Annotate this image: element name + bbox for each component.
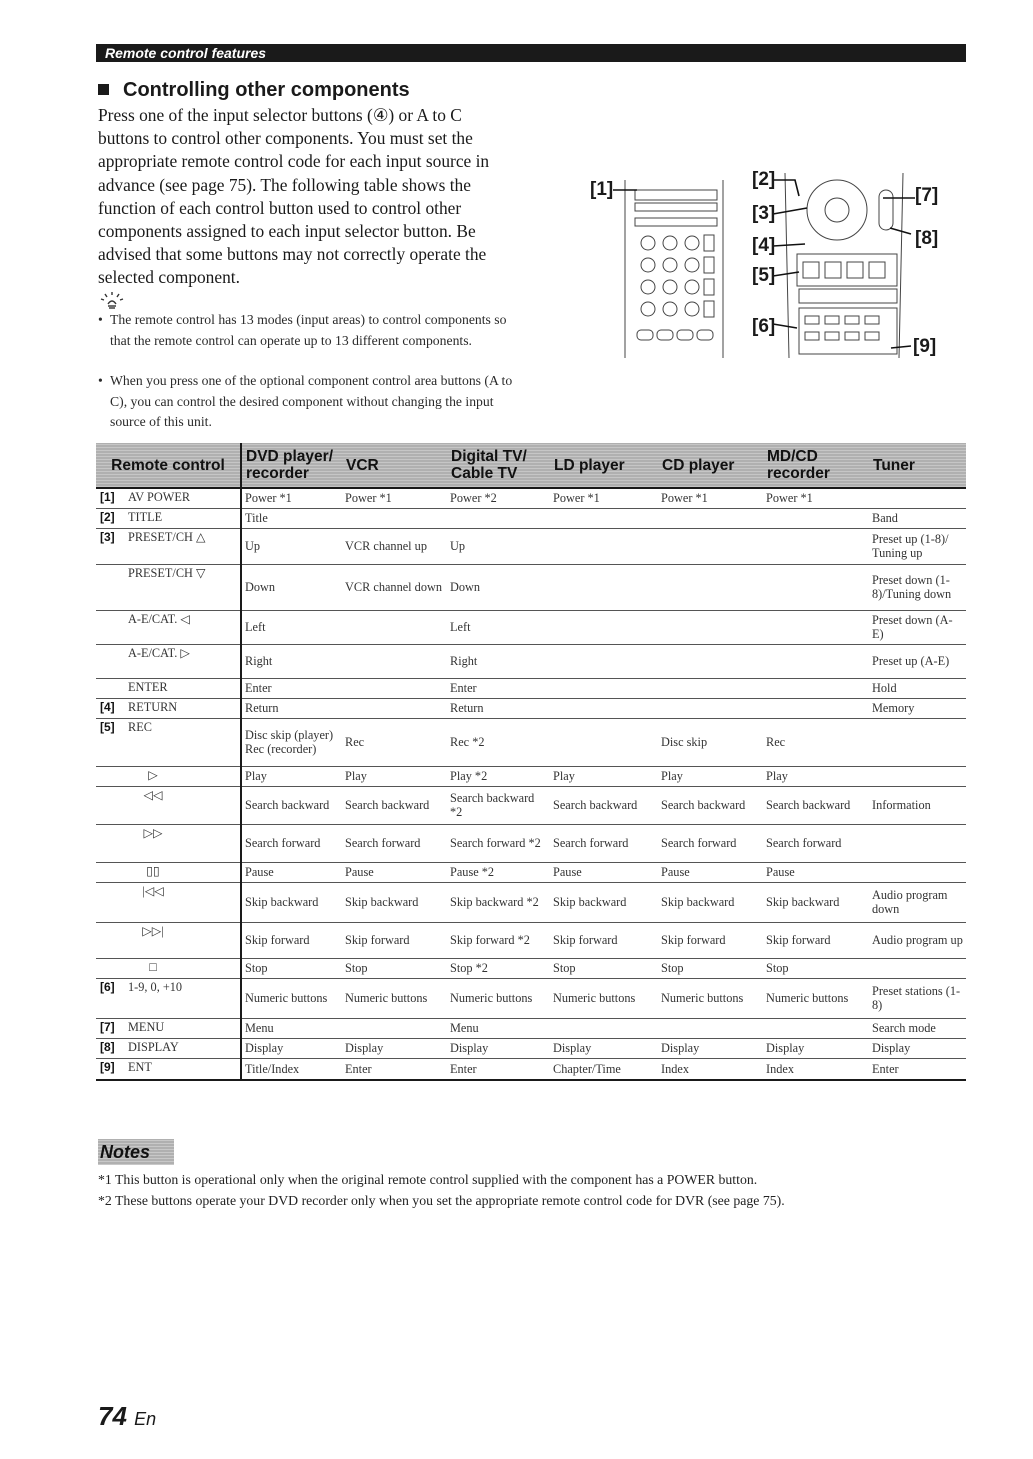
table-cell — [342, 644, 447, 678]
row-button-name: |◁◁ — [142, 883, 164, 898]
row-button-name: ▷ — [148, 767, 158, 782]
page-number: 74 En — [98, 1401, 157, 1431]
row-button-name: DISPLAY — [128, 1039, 179, 1054]
table-cell: Enter — [447, 1058, 550, 1080]
row-button-name: ◁◁ — [143, 787, 163, 802]
table-row — [96, 528, 966, 564]
table-cell: Skip backward — [763, 882, 869, 922]
table-cell: Title/Index — [241, 1058, 342, 1080]
row-number: [9] — [100, 1059, 115, 1074]
table-cell: Display — [658, 1038, 763, 1058]
table-cell: Skip backward — [550, 882, 658, 922]
remote-label-7: [7] — [915, 185, 939, 206]
table-cell — [550, 528, 658, 564]
table-cell — [763, 528, 869, 564]
col-header: CD player — [658, 443, 763, 488]
table-cell — [550, 698, 658, 718]
table-cell: Search backward — [763, 786, 869, 824]
table-cell: Stop — [342, 958, 447, 978]
table-cell: Enter — [869, 1058, 966, 1080]
table-row — [96, 698, 966, 718]
table-cell: Rec *2 — [447, 718, 550, 766]
row-number: [3] — [100, 529, 115, 544]
table-cell: Display — [550, 1038, 658, 1058]
remote-label-8: [8] — [915, 228, 939, 249]
table-cell — [550, 1018, 658, 1038]
table-cell: Skip forward — [763, 922, 869, 958]
table-cell: Title — [241, 508, 342, 528]
table-cell: Skip forward *2 — [447, 922, 550, 958]
table-cell — [342, 698, 447, 718]
table-cell: Band — [869, 508, 966, 528]
table-cell: Skip backward — [241, 882, 342, 922]
row-button-name: □ — [149, 959, 157, 974]
table-cell: Play — [658, 766, 763, 786]
table-cell — [658, 1018, 763, 1038]
table-cell: Pause *2 — [447, 862, 550, 882]
table-row — [96, 978, 966, 1018]
table-row — [96, 678, 966, 698]
table-cell: Search forward — [658, 824, 763, 862]
row-button-name: ▷▷| — [142, 923, 164, 938]
square-bullet-icon — [98, 84, 109, 95]
table-cell: Pause — [763, 862, 869, 882]
table-row — [96, 1018, 966, 1038]
table-cell: Numeric buttons — [658, 978, 763, 1018]
table-cell: Disc skip (player) Rec (recorder) — [241, 718, 342, 766]
table-cell: Chapter/Time — [550, 1058, 658, 1080]
table-cell: Preset stations (1-8) — [869, 978, 966, 1018]
table-cell: Skip forward — [241, 922, 342, 958]
row-button-name: TITLE — [128, 509, 163, 524]
table-cell: Index — [763, 1058, 869, 1080]
table-row — [96, 922, 966, 958]
remote-label-5: [5] — [752, 265, 776, 286]
table-cell — [550, 678, 658, 698]
table-cell: Enter — [241, 678, 342, 698]
row-button-name: MENU — [128, 1019, 165, 1034]
table-header-row — [96, 443, 966, 488]
row-number: [4] — [100, 699, 115, 714]
header-title: Remote control features — [105, 45, 267, 61]
table-row — [96, 488, 966, 508]
table-cell: Play — [241, 766, 342, 786]
footnote-2: *2 These buttons operate your DVD recorder only when you set the appropriate remote control code for DVR (see page 75). — [98, 1193, 785, 1208]
table-cell: Return — [241, 698, 342, 718]
table-cell: Play *2 — [447, 766, 550, 786]
table-cell: Audio program down — [869, 882, 966, 922]
table-row — [96, 958, 966, 978]
row-label — [96, 922, 241, 958]
row-label — [96, 1038, 241, 1058]
table-cell: Display — [447, 1038, 550, 1058]
col-header: MD/CD recorder — [763, 443, 869, 488]
table-cell — [550, 508, 658, 528]
row-button-name: ▷▷ — [143, 825, 163, 840]
table-cell — [763, 678, 869, 698]
table-cell: Preset down (1-8)/Tuning down — [869, 564, 966, 610]
table-cell: Search backward — [342, 786, 447, 824]
table-cell: Left — [241, 610, 342, 644]
row-button-name: ▯▯ — [146, 863, 160, 878]
row-label — [96, 564, 241, 610]
table-cell — [658, 508, 763, 528]
table-cell — [763, 508, 869, 528]
table-cell — [342, 1018, 447, 1038]
table-cell: Search mode — [869, 1018, 966, 1038]
table-row — [96, 824, 966, 862]
row-button-name: AV POWER — [128, 490, 191, 504]
row-label — [96, 862, 241, 882]
notes-heading: Notes — [98, 1139, 174, 1165]
table-row — [96, 766, 966, 786]
table-cell: Pause — [550, 862, 658, 882]
table-row — [96, 718, 966, 766]
table-cell: Pause — [342, 862, 447, 882]
row-button-name: 1-9, 0, +10 — [128, 979, 183, 994]
table-cell: Pause — [241, 862, 342, 882]
table-cell: Enter — [447, 678, 550, 698]
tip-item-2: • When you press one of the optional component control area buttons (A to C), you can control the desired component without changing the input source of this unit. — [98, 373, 513, 429]
row-label — [96, 786, 241, 824]
section-title: Controlling other components — [98, 79, 410, 102]
table-cell — [658, 528, 763, 564]
table-cell: Skip forward — [550, 922, 658, 958]
row-button-name: PRESET/CH △ — [128, 529, 206, 544]
function-table — [96, 443, 966, 1081]
table-row — [96, 1058, 966, 1080]
tip-bulb-icon — [98, 290, 126, 310]
table-row — [96, 882, 966, 922]
table-row — [96, 508, 966, 528]
table-cell — [342, 508, 447, 528]
table-cell: Return — [447, 698, 550, 718]
row-number: [1] — [100, 490, 115, 504]
table-cell: Search backward — [241, 786, 342, 824]
table-cell — [869, 824, 966, 862]
row-number: [5] — [100, 719, 115, 734]
table-cell — [550, 644, 658, 678]
table-cell: Numeric buttons — [550, 978, 658, 1018]
table-cell — [763, 644, 869, 678]
table-cell: Skip backward *2 — [447, 882, 550, 922]
table-cell — [763, 564, 869, 610]
table-cell — [869, 862, 966, 882]
table-cell — [658, 610, 763, 644]
footnote-1: *1 This button is operational only when the original remote control supplied with the component has a POWER button. — [98, 1172, 758, 1187]
table-cell: Play — [763, 766, 869, 786]
table-cell — [763, 698, 869, 718]
table-cell — [869, 766, 966, 786]
row-button-name: A-E/CAT. ▷ — [128, 645, 190, 660]
row-button-name: RETURN — [128, 699, 178, 714]
row-label — [96, 508, 241, 528]
table-cell: Right — [447, 644, 550, 678]
col-header: LD player — [550, 443, 658, 488]
table-cell: Stop — [763, 958, 869, 978]
table-cell: Audio program up — [869, 922, 966, 958]
table-cell: Disc skip — [658, 718, 763, 766]
table-cell: Display — [342, 1038, 447, 1058]
table-cell: Stop *2 — [447, 958, 550, 978]
table-cell: Power *1 — [241, 488, 342, 508]
table-cell: Skip forward — [342, 922, 447, 958]
table-cell: Search backward — [550, 786, 658, 824]
table-cell: VCR channel up — [342, 528, 447, 564]
table-cell — [869, 718, 966, 766]
table-cell — [342, 610, 447, 644]
col-header: Digital TV/ Cable TV — [447, 443, 550, 488]
remote-illustration — [585, 168, 945, 378]
table-cell: Hold — [869, 678, 966, 698]
table-cell: Memory — [869, 698, 966, 718]
table-cell — [447, 508, 550, 528]
table-row — [96, 610, 966, 644]
row-label — [96, 882, 241, 922]
table-cell: Menu — [447, 1018, 550, 1038]
table-cell: Search backward *2 — [447, 786, 550, 824]
table-cell: Up — [447, 528, 550, 564]
table-row — [96, 564, 966, 610]
col-header: DVD player/ recorder — [241, 443, 342, 488]
table-cell: Play — [550, 766, 658, 786]
table-cell — [550, 718, 658, 766]
row-label — [96, 610, 241, 644]
table-cell: Numeric buttons — [342, 978, 447, 1018]
table-cell: Search forward — [763, 824, 869, 862]
table-cell — [658, 698, 763, 718]
table-cell — [658, 644, 763, 678]
table-cell: Display — [869, 1038, 966, 1058]
table-cell: Skip backward — [342, 882, 447, 922]
header-bar — [96, 44, 966, 62]
table-cell: Preset up (1-8)/ Tuning up — [869, 528, 966, 564]
tip-item-1: • The remote control has 13 modes (input areas) to control components so that the remote control can operate up to 13 different components. — [98, 312, 507, 348]
table-cell: Display — [763, 1038, 869, 1058]
table-cell: Search backward — [658, 786, 763, 824]
remote-label-6: [6] — [752, 316, 776, 337]
row-label — [96, 1018, 241, 1038]
table-cell: Numeric buttons — [447, 978, 550, 1018]
table-cell: Power *2 — [447, 488, 550, 508]
table-cell: Index — [658, 1058, 763, 1080]
table-cell: Right — [241, 644, 342, 678]
row-number: [6] — [100, 979, 115, 994]
row-label — [96, 978, 241, 1018]
row-number: [8] — [100, 1039, 115, 1054]
row-number: [2] — [100, 509, 115, 524]
row-label — [96, 958, 241, 978]
table-cell: Numeric buttons — [763, 978, 869, 1018]
table-cell: Up — [241, 528, 342, 564]
table-cell: Left — [447, 610, 550, 644]
table-cell — [550, 564, 658, 610]
table-cell — [658, 564, 763, 610]
row-label — [96, 1058, 241, 1080]
table-cell: Rec — [763, 718, 869, 766]
row-number: [7] — [100, 1019, 115, 1034]
table-cell — [869, 488, 966, 508]
intro-paragraph: Press one of the input selector buttons (④) or A to C buttons to control other components. You must set the appropriate remote control code for each input source in advance (see page 75). The following table shows the function of each control button used to control other components assigned to each input selector button. Be advised that some buttons may not correctly operate the selected component. — [98, 105, 490, 288]
table-row — [96, 786, 966, 824]
table-cell — [763, 610, 869, 644]
table-cell: Skip forward — [658, 922, 763, 958]
table-cell: Menu — [241, 1018, 342, 1038]
row-button-name: REC — [128, 719, 152, 734]
row-label — [96, 766, 241, 786]
table-cell: Search forward — [550, 824, 658, 862]
table-cell: Power *1 — [550, 488, 658, 508]
row-label — [96, 678, 241, 698]
table-cell: VCR channel down — [342, 564, 447, 610]
table-cell: Preset down (A-E) — [869, 610, 966, 644]
row-label — [96, 824, 241, 862]
table-cell — [763, 1018, 869, 1038]
table-row — [96, 644, 966, 678]
table-cell: Stop — [658, 958, 763, 978]
table-row — [96, 1038, 966, 1058]
col-header: Remote control — [96, 443, 241, 488]
table-cell: Skip backward — [658, 882, 763, 922]
row-button-name: ENTER — [128, 679, 168, 694]
table-cell — [342, 678, 447, 698]
table-cell: Stop — [241, 958, 342, 978]
row-button-name: A-E/CAT. ◁ — [128, 611, 190, 626]
table-cell: Power *1 — [658, 488, 763, 508]
row-label — [96, 718, 241, 766]
table-cell: Stop — [550, 958, 658, 978]
col-header: VCR — [342, 443, 447, 488]
table-cell: Power *1 — [342, 488, 447, 508]
table-cell: Power *1 — [763, 488, 869, 508]
table-cell: Search forward — [241, 824, 342, 862]
table-cell: Preset up (A-E) — [869, 644, 966, 678]
table-cell: Information — [869, 786, 966, 824]
remote-label-9: [9] — [913, 336, 937, 357]
table-cell: Play — [342, 766, 447, 786]
table-cell: Enter — [342, 1058, 447, 1080]
table-cell: Rec — [342, 718, 447, 766]
table-row — [96, 862, 966, 882]
row-label — [96, 488, 241, 508]
table-cell — [658, 678, 763, 698]
table-cell: Search forward *2 — [447, 824, 550, 862]
table-cell — [869, 958, 966, 978]
row-label — [96, 528, 241, 564]
col-header: Tuner — [869, 443, 966, 488]
remote-label-2: [2] — [752, 169, 776, 190]
remote-label-3: [3] — [752, 203, 776, 224]
row-button-name: ENT — [128, 1059, 152, 1074]
table-cell: Pause — [658, 862, 763, 882]
remote-label-1: [1] — [590, 179, 614, 200]
table-cell — [550, 610, 658, 644]
table-cell: Search forward — [342, 824, 447, 862]
table-cell: Display — [241, 1038, 342, 1058]
table-cell: Down — [241, 564, 342, 610]
row-label — [96, 698, 241, 718]
table-cell: Down — [447, 564, 550, 610]
row-button-name: PRESET/CH ▽ — [128, 565, 206, 580]
remote-label-4: [4] — [752, 235, 776, 256]
row-label — [96, 644, 241, 678]
table-cell: Numeric buttons — [241, 978, 342, 1018]
